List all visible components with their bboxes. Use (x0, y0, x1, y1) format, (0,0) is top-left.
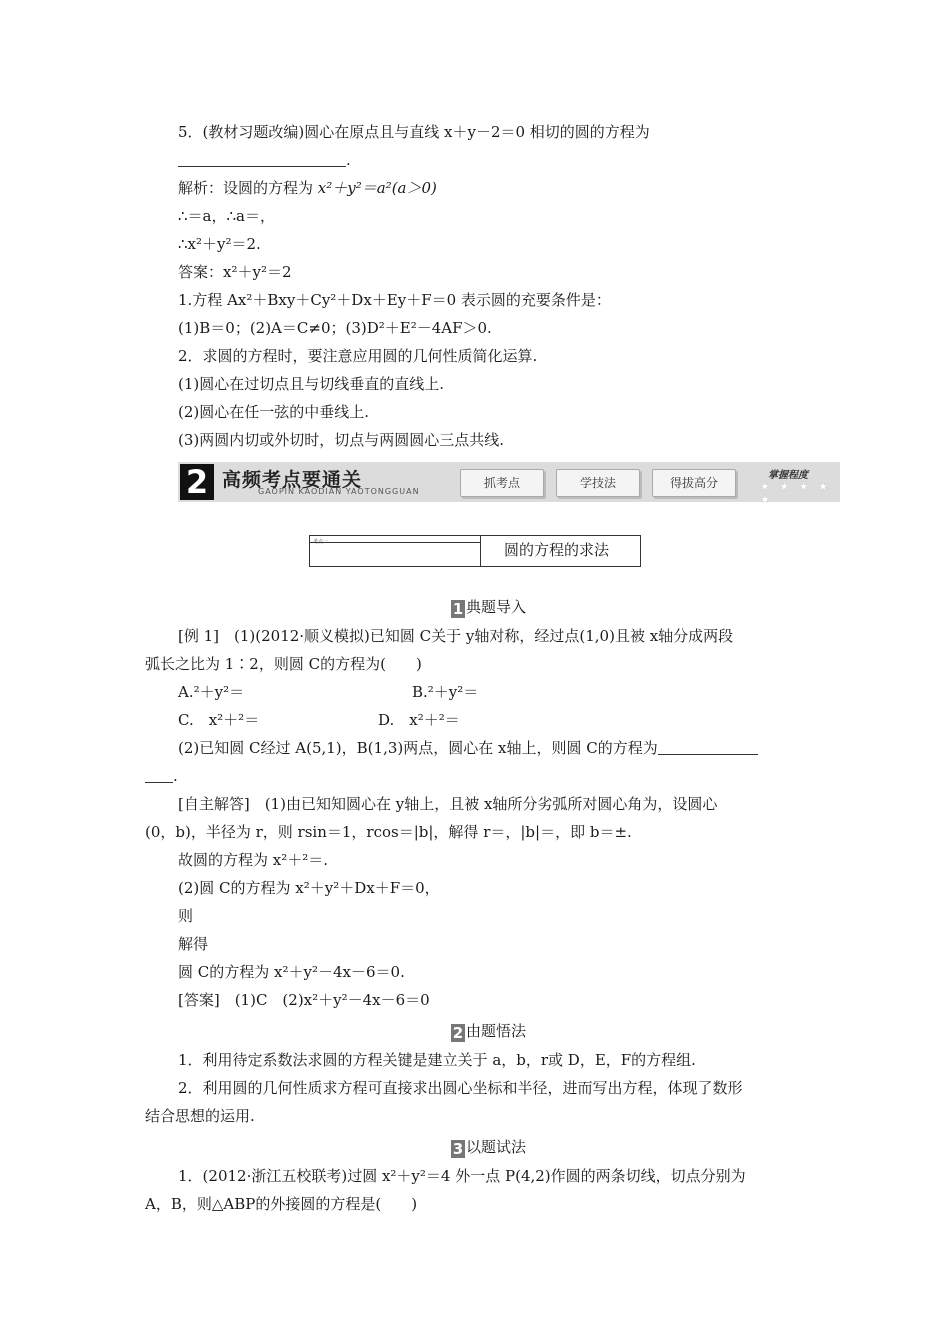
example-line1: [例 1] (1)(2012·顺义模拟)已知圆 C关于 y轴对称，经过点(1,0)且被 x轴分成两段 (178, 627, 734, 645)
section-label: 以题试法 (466, 1138, 527, 1156)
section-number-badge: 3 (452, 1140, 464, 1158)
mastery-label: 掌握程度 (768, 470, 808, 481)
note-2c: (3)两圆内切或外切时，切点与两圆圆心三点共线. (178, 431, 505, 449)
solution-line6: 解得 (178, 935, 209, 953)
section-heading-3 (451, 1136, 526, 1158)
answer-blank-line[interactable] (145, 768, 173, 783)
section-label: 由题悟法 (466, 1022, 527, 1040)
star-icon: ★ ★ ★ ★ ★ (760, 480, 831, 506)
section-heading-1 (451, 596, 526, 618)
section-banner (178, 462, 840, 506)
q5-answer-blank[interactable] (178, 150, 351, 170)
answer-blank-line[interactable] (658, 740, 758, 755)
option-b[interactable]: B.²＋y²＝ (412, 683, 479, 701)
q5-blank-end: . (346, 151, 351, 169)
q5-step2: ∴x²＋y²＝2. (178, 235, 261, 253)
topic-name: 圆的方程的求法 (504, 541, 610, 559)
section-heading-2 (451, 1020, 526, 1042)
solution-line5: 则 (178, 907, 194, 925)
option-c[interactable]: C. x²＋²＝ (178, 711, 260, 729)
topic-divider (310, 542, 480, 543)
method-1: 1．利用待定系数法求圆的方程关键是建立关于 a，b，r或 D，E，F的方程组. (178, 1051, 696, 1069)
section-number-badge: 2 (452, 1024, 464, 1042)
q5-analysis (178, 178, 437, 198)
q5-step1: ∴＝a，∴a＝， (178, 207, 275, 225)
grasp-points-button[interactable]: 抓考点 (460, 469, 544, 497)
q5-answer: 答案：x²＋y²＝2 (178, 263, 292, 281)
method-2-line2: 结合思想的运用. (145, 1107, 255, 1125)
solution-line4: (2)圆 C的方程为 x²＋y²＋Dx＋F＝0， (178, 879, 440, 897)
answer-blank-line (178, 152, 346, 167)
section-label: 典题导入 (466, 598, 527, 616)
practice-line1: 1．(2012·浙江五校联考)过圆 x²＋y²＝4 外一点 P(4,2)作圆的两条切线，切点分别为 (178, 1167, 746, 1185)
banner-subtitle: GAOPIN KAODIAN YAOTONGGUAN (258, 487, 420, 496)
note-2a: (1)圆心在过切点且与切线垂直的直线上. (178, 375, 445, 393)
solution-line3: 故圆的方程为 x²＋²＝. (178, 851, 329, 869)
example-part2-end: . (173, 767, 178, 785)
example-part2-text: (2)已知圆 C经过 A(5,1)，B(1,3)两点，圆心在 x轴上，则圆 C的方程为 (178, 739, 658, 757)
q5-line1: 5．(教材习题改编)圆心在原点且与直线 x＋y－2＝0 相切的圆的方程为 (178, 123, 650, 141)
solution-line2: (0，b)，半径为 r，则 rsin＝1，rcos＝|b|，解得 r＝，|b|＝，即 b＝±. (145, 823, 632, 841)
section-number-badge: 1 (452, 600, 464, 618)
q5-analysis-label: 解析：设圆的方程为 (178, 179, 318, 197)
note-1-conditions: (1)B＝0；(2)A＝C≠0；(3)D²＋E²－4AF＞0. (178, 319, 492, 337)
banner-number: 2 (180, 464, 214, 500)
example-part2-cont (145, 766, 178, 786)
note-2b: (2)圆心在任一弦的中垂线上. (178, 403, 370, 421)
q5-analysis-eq: x²＋y²＝a²(a＞0) (317, 179, 437, 197)
option-a[interactable]: A.²＋y²＝ (178, 683, 245, 701)
solution-answer: [答案] (1)C (2)x²＋y²－4x－6＝0 (178, 991, 430, 1009)
note-2: 2．求圆的方程时，要注意应用圆的几何性质简化运算. (178, 347, 538, 365)
high-score-button[interactable]: 得拔高分 (652, 469, 736, 497)
topic-tiny-label: 考点一 (313, 539, 329, 545)
option-d[interactable]: D. x²＋²＝ (378, 711, 460, 729)
solution-line7: 圆 C的方程为 x²＋y²－4x－6＝0. (178, 963, 405, 981)
practice-line2: A，B，则△ABP的外接圆的方程是( ) (145, 1195, 418, 1213)
note-1: 1.方程 Ax²＋Bxy＋Cy²＋Dx＋Ey＋F＝0 表示圆的充要条件是： (178, 291, 611, 309)
solution-line1: [自主解答] (1)由已知知圆心在 y轴上，且被 x轴所分劣弧所对圆心角为，设圆心 (178, 795, 718, 813)
topic-box (309, 535, 641, 567)
learn-methods-button[interactable]: 学技法 (556, 469, 640, 497)
mastery-rating (760, 466, 836, 506)
method-2-line1: 2．利用圆的几何性质求方程可直接求出圆心坐标和半径，进而写出方程，体现了数形 (178, 1079, 743, 1097)
example-line2: 弧长之比为 1∶2，则圆 C的方程为( ) (145, 655, 422, 673)
topic-box-left (310, 536, 481, 566)
example-part2 (178, 738, 758, 758)
banner-title: 高频考点要通关 (222, 469, 363, 491)
